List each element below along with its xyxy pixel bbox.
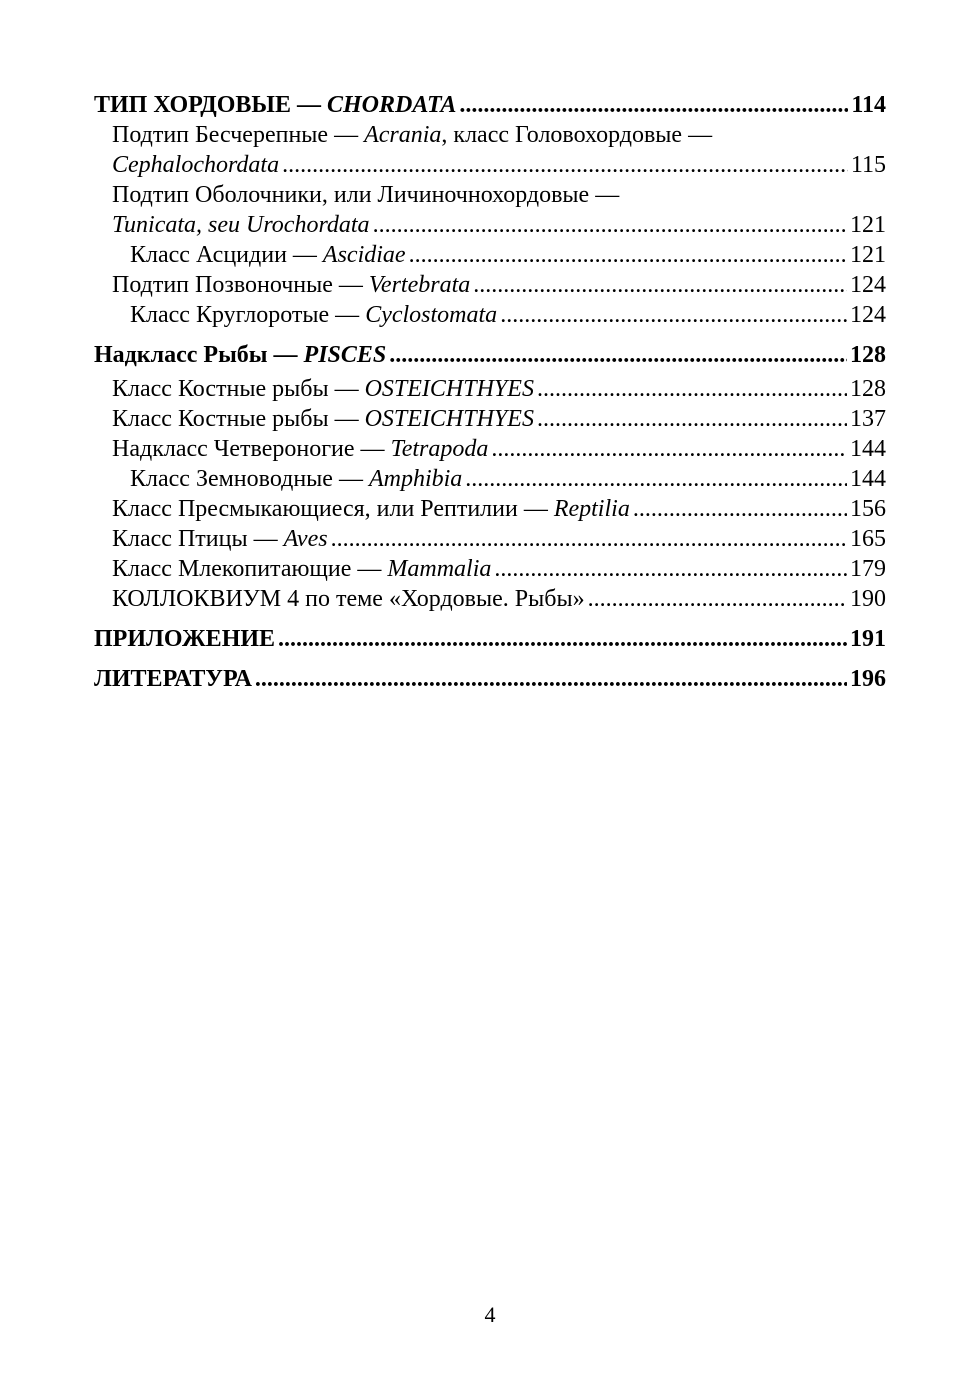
page-ref: 121 [850,242,886,268]
page-ref: 115 [850,152,886,178]
page-ref: 121 [850,212,886,238]
dot-leader [331,524,847,554]
dot-leader [491,434,847,464]
page-ref: 124 [850,272,886,298]
toc-entry-chordata: ТИП ХОРДОВЫЕ — CHORDATA ..... 114 [94,90,886,120]
page-ref: 137 [850,406,886,432]
dot-leader [537,404,847,434]
toc-entry-acrania: Подтип Бесчерепные — Acrania, класс Головохордовые — Cephalochordata ..... 115 [94,120,886,180]
page-ref: 191 [850,626,886,652]
toc-entry-cyclostomata: Класс Круглоротые — Cyclostomata ..... 124 [94,300,886,330]
page-ref: 144 [850,466,886,492]
dot-leader [494,554,847,584]
dot-leader [459,90,848,120]
dot-leader [278,624,847,654]
page-ref: 165 [850,526,886,552]
toc-entry-ascidiae: Класс Асцидии — Ascidiae ..... 121 [94,240,886,270]
page-ref: 128 [850,376,886,402]
toc-entry-mammalia: Класс Млекопитающие — Mammalia ..... 179 [94,554,886,584]
page-ref: 190 [850,586,886,612]
page-ref: 179 [850,556,886,582]
toc-entry-colloquium: КОЛЛОКВИУМ 4 по теме «Хордовые. Рыбы» ..... 190 [94,584,886,614]
page-ref: 156 [850,496,886,522]
toc-entry-tunicata: Подтип Оболочники, или Личиночнохордовые — Tunicata, seu Urochordata ..... 121 [94,180,886,240]
page-ref: 114 [851,92,886,118]
toc-entry-osteichthyes-2: Класс Костные рыбы — OSTEICHTHYES ..... 137 [94,404,886,434]
table-of-contents [94,90,886,694]
dot-leader [409,240,847,270]
page-ref: 124 [850,302,886,328]
dot-leader [633,494,847,524]
dot-leader [255,664,847,694]
toc-entry-osteichthyes-1: Класс Костные рыбы — OSTEICHTHYES ..... 128 [94,374,886,404]
toc-entry-pisces: Надкласс Рыбы — PISCES ..... 128 [94,340,886,370]
page-number: 4 [484,1302,496,1327]
page-ref: 144 [850,436,886,462]
page-ref: 196 [850,666,886,692]
dot-leader [537,374,847,404]
dot-leader [500,300,847,330]
page-ref: 128 [850,342,886,368]
toc-entry-vertebrata: Подтип Позвоночные — Vertebrata ..... 124 [94,270,886,300]
toc-entry-amphibia: Класс Земноводные — Amphibia ..... 144 [94,464,886,494]
dot-leader [389,340,847,370]
dot-leader [373,210,847,240]
dot-leader [282,150,848,180]
dot-leader [588,584,847,614]
toc-entry-aves: Класс Птицы — Aves ..... 165 [94,524,886,554]
toc-entry-reptilia: Класс Пресмыкающиеся, или Рептилии — Reptilia ..... 156 [94,494,886,524]
toc-entry-appendix: ПРИЛОЖЕНИЕ ..... 191 [94,624,886,654]
dot-leader [465,464,847,494]
dot-leader [473,270,847,300]
toc-entry-tetrapoda: Надкласс Четвероногие — Tetrapoda ..... 144 [94,434,886,464]
toc-entry-literature: ЛИТЕРАТУРА ..... 196 [94,664,886,694]
